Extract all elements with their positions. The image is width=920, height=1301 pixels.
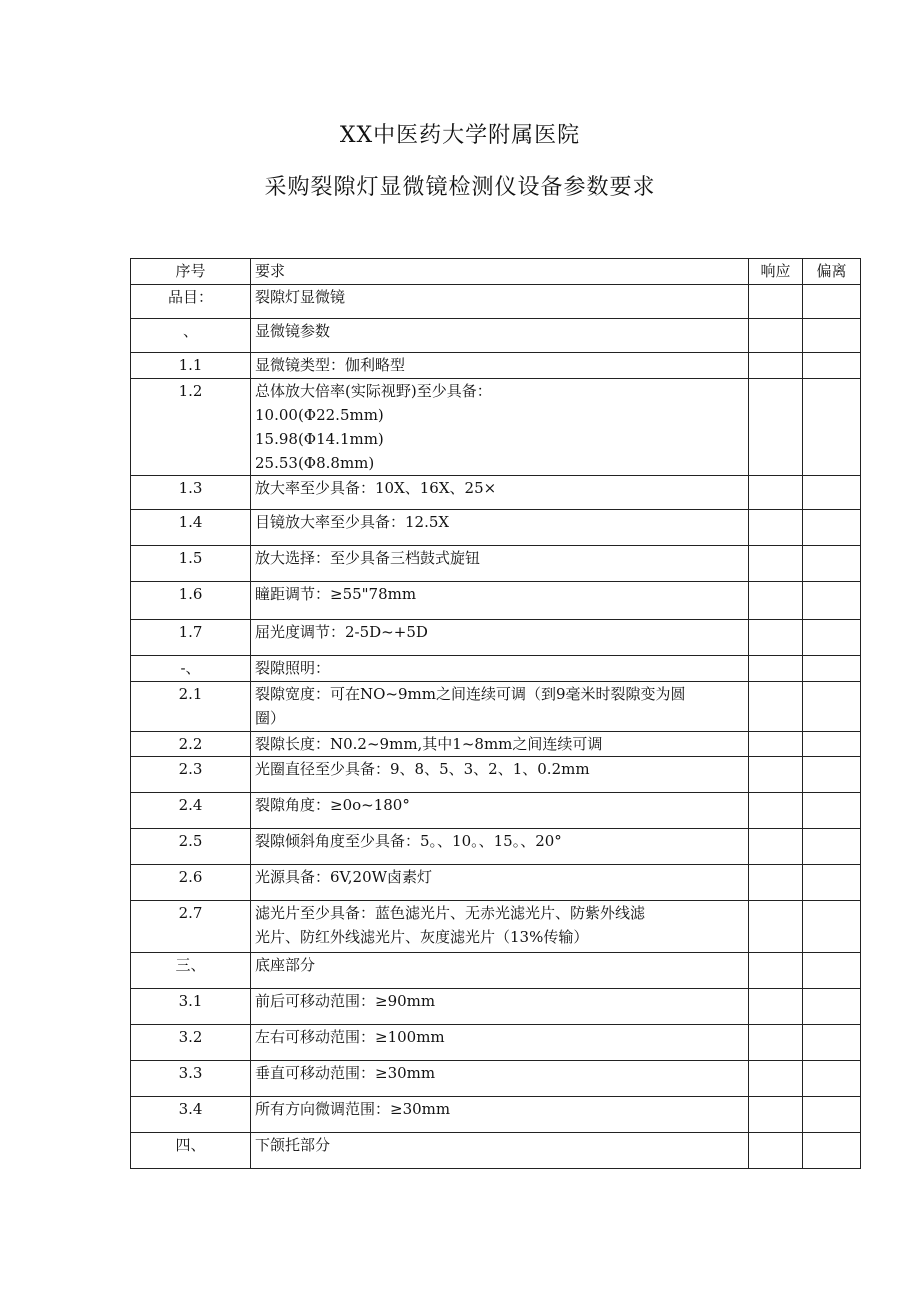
requirement-line: 裂隙照明：: [255, 659, 331, 677]
table-row: [131, 353, 861, 379]
row-deviation-cell: [803, 682, 861, 732]
row-seq: 3.3: [131, 1061, 251, 1097]
row-deviation-cell: [803, 1133, 861, 1169]
row-seq: 四、: [131, 1133, 251, 1169]
row-response-cell: [749, 732, 803, 757]
row-requirement: [251, 285, 749, 319]
row-seq: 1.3: [131, 476, 251, 510]
row-requirement: [251, 582, 749, 620]
row-seq: 1.4: [131, 510, 251, 546]
row-response-cell: [749, 793, 803, 829]
document-subtitle: 采购裂隙灯显微镜检测仪设备参数要求: [264, 175, 656, 200]
row-deviation-cell: [803, 510, 861, 546]
table-row: [131, 829, 861, 865]
requirement-line: 垂直可移动范围：≥30mm: [255, 1064, 436, 1082]
row-response-cell: [749, 510, 803, 546]
table-row: [131, 953, 861, 989]
table-row: [131, 285, 861, 319]
row-requirement: [251, 1061, 749, 1097]
row-seq: 3.2: [131, 1025, 251, 1061]
row-requirement: [251, 319, 749, 353]
row-deviation-cell: [803, 285, 861, 319]
table-row: [131, 757, 861, 793]
row-requirement: [251, 1025, 749, 1061]
header-seq: 序号: [131, 259, 251, 285]
row-response-cell: [749, 1025, 803, 1061]
row-seq: 2.6: [131, 865, 251, 901]
spec-table: [130, 258, 861, 1169]
row-response-cell: [749, 1061, 803, 1097]
row-response-cell: [749, 285, 803, 319]
row-deviation-cell: [803, 379, 861, 476]
table-row: [131, 582, 861, 620]
row-response-cell: [749, 319, 803, 353]
header-response: 响应: [749, 259, 803, 285]
row-response-cell: [749, 656, 803, 682]
row-deviation-cell: [803, 353, 861, 379]
row-requirement: [251, 953, 749, 989]
row-seq: 3.4: [131, 1097, 251, 1133]
row-seq: 1.7: [131, 620, 251, 656]
row-deviation-cell: [803, 319, 861, 353]
row-seq: 1.5: [131, 546, 251, 582]
row-requirement: [251, 379, 749, 476]
table-row: [131, 510, 861, 546]
table-row: [131, 989, 861, 1025]
row-response-cell: [749, 1097, 803, 1133]
requirement-line: 目镜放大率至少具备：12.5X: [255, 513, 450, 531]
row-deviation-cell: [803, 732, 861, 757]
table-row: [131, 379, 861, 476]
row-requirement: [251, 1097, 749, 1133]
row-deviation-cell: [803, 476, 861, 510]
row-response-cell: [749, 379, 803, 476]
row-requirement: [251, 620, 749, 656]
row-requirement: [251, 901, 749, 953]
document-title: XX中医药大学附属医院: [339, 123, 581, 148]
requirement-line: 裂隙角度：≥0o~180°: [255, 796, 410, 814]
row-seq: 、: [131, 319, 251, 353]
row-requirement: [251, 732, 749, 757]
table-row: [131, 1097, 861, 1133]
row-requirement: [251, 989, 749, 1025]
row-requirement: [251, 829, 749, 865]
row-requirement: [251, 1133, 749, 1169]
requirement-line: 下颌托部分: [255, 1136, 331, 1154]
requirement-line: 圈）: [255, 709, 286, 727]
row-requirement: [251, 757, 749, 793]
table-row: [131, 319, 861, 353]
row-response-cell: [749, 953, 803, 989]
row-seq: 2.4: [131, 793, 251, 829]
table-row: [131, 620, 861, 656]
row-deviation-cell: [803, 829, 861, 865]
row-seq: -、: [131, 656, 251, 682]
row-deviation-cell: [803, 546, 861, 582]
table-row: [131, 546, 861, 582]
table-row: [131, 656, 861, 682]
requirement-line: 左右可移动范围：≥100mm: [255, 1028, 445, 1046]
table-row: [131, 1025, 861, 1061]
row-seq: 1.2: [131, 379, 251, 476]
table-row: [131, 901, 861, 953]
row-response-cell: [749, 546, 803, 582]
row-seq: 3.1: [131, 989, 251, 1025]
row-requirement: [251, 656, 749, 682]
requirement-line: 光片、防红外线滤光片、灰度滤光片（13%传输）: [255, 928, 589, 946]
requirement-line: 前后可移动范围：≥90mm: [255, 992, 436, 1010]
row-seq: 1.6: [131, 582, 251, 620]
row-response-cell: [749, 865, 803, 901]
row-seq: 2.3: [131, 757, 251, 793]
row-seq: 2.2: [131, 732, 251, 757]
row-seq: 2.7: [131, 901, 251, 953]
row-response-cell: [749, 682, 803, 732]
row-deviation-cell: [803, 1097, 861, 1133]
row-deviation-cell: [803, 865, 861, 901]
row-deviation-cell: [803, 953, 861, 989]
row-requirement: [251, 353, 749, 379]
table-row: [131, 732, 861, 757]
table-row: [131, 476, 861, 510]
row-seq: 品目：: [131, 285, 251, 319]
requirement-line: 10.00(Φ22.5mm): [255, 406, 384, 424]
row-response-cell: [749, 1133, 803, 1169]
row-requirement: [251, 510, 749, 546]
row-seq: 2.1: [131, 682, 251, 732]
row-seq: 1.1: [131, 353, 251, 379]
row-deviation-cell: [803, 1025, 861, 1061]
requirement-line: 总体放大倍率(实际视野)至少具备：: [255, 382, 492, 400]
requirement-line: 放大选择：至少具备三档鼓式旋钮: [255, 549, 481, 567]
requirement-line: 滤光片至少具备：蓝色滤光片、无赤光滤光片、防紫外线滤: [255, 904, 646, 922]
row-deviation-cell: [803, 901, 861, 953]
table-row: [131, 1061, 861, 1097]
table-row: [131, 865, 861, 901]
row-response-cell: [749, 757, 803, 793]
row-requirement: [251, 546, 749, 582]
row-deviation-cell: [803, 793, 861, 829]
row-response-cell: [749, 620, 803, 656]
requirement-line: 15.98(Φ14.1mm): [255, 430, 384, 448]
header-deviation: 偏离: [803, 259, 861, 285]
requirement-line: 裂隙长度：N0.2~9mm,其中1~8mm之间连续可调: [255, 735, 603, 753]
row-seq: 三、: [131, 953, 251, 989]
row-requirement: [251, 793, 749, 829]
table-header-row: [131, 259, 861, 285]
row-deviation-cell: [803, 656, 861, 682]
row-response-cell: [749, 901, 803, 953]
row-deviation-cell: [803, 757, 861, 793]
requirement-line: 底座部分: [255, 956, 316, 974]
requirement-line: 光圈直径至少具备：9、8、5、3、2、1、0.2mm: [255, 760, 590, 778]
row-response-cell: [749, 829, 803, 865]
table-row: [131, 1133, 861, 1169]
requirement-line: 瞳距调节：≥55"78mm: [255, 585, 417, 603]
row-response-cell: [749, 989, 803, 1025]
row-requirement: [251, 865, 749, 901]
row-deviation-cell: [803, 620, 861, 656]
row-response-cell: [749, 582, 803, 620]
row-response-cell: [749, 353, 803, 379]
requirement-line: 裂隙宽度：可在NO~9mm之间连续可调（到9毫米时裂隙变为圆: [255, 685, 686, 703]
requirement-line: 光源具备：6V,20W卤素灯: [255, 868, 433, 886]
requirement-line: 25.53(Φ8.8mm): [255, 454, 375, 472]
row-deviation-cell: [803, 582, 861, 620]
row-requirement: [251, 476, 749, 510]
row-deviation-cell: [803, 1061, 861, 1097]
requirement-line: 放大率至少具备：10X、16X、25×: [255, 479, 497, 497]
row-response-cell: [749, 476, 803, 510]
row-seq: 2.5: [131, 829, 251, 865]
requirement-line: 显微镜类型：伽利略型: [255, 356, 406, 374]
table-row: [131, 682, 861, 732]
header-req: 要求: [251, 259, 749, 285]
requirement-line: 裂隙灯显微镜: [255, 288, 346, 306]
row-deviation-cell: [803, 989, 861, 1025]
table-row: [131, 793, 861, 829]
requirement-line: 所有方向微调范围：≥30mm: [255, 1100, 451, 1118]
requirement-line: 显微镜参数: [255, 322, 331, 340]
row-requirement: [251, 682, 749, 732]
requirement-line: 屈光度调节：2-5D~+5D: [255, 623, 428, 641]
requirement-line: 裂隙倾斜角度至少具备：5。、10。、15。、20°: [255, 832, 562, 850]
